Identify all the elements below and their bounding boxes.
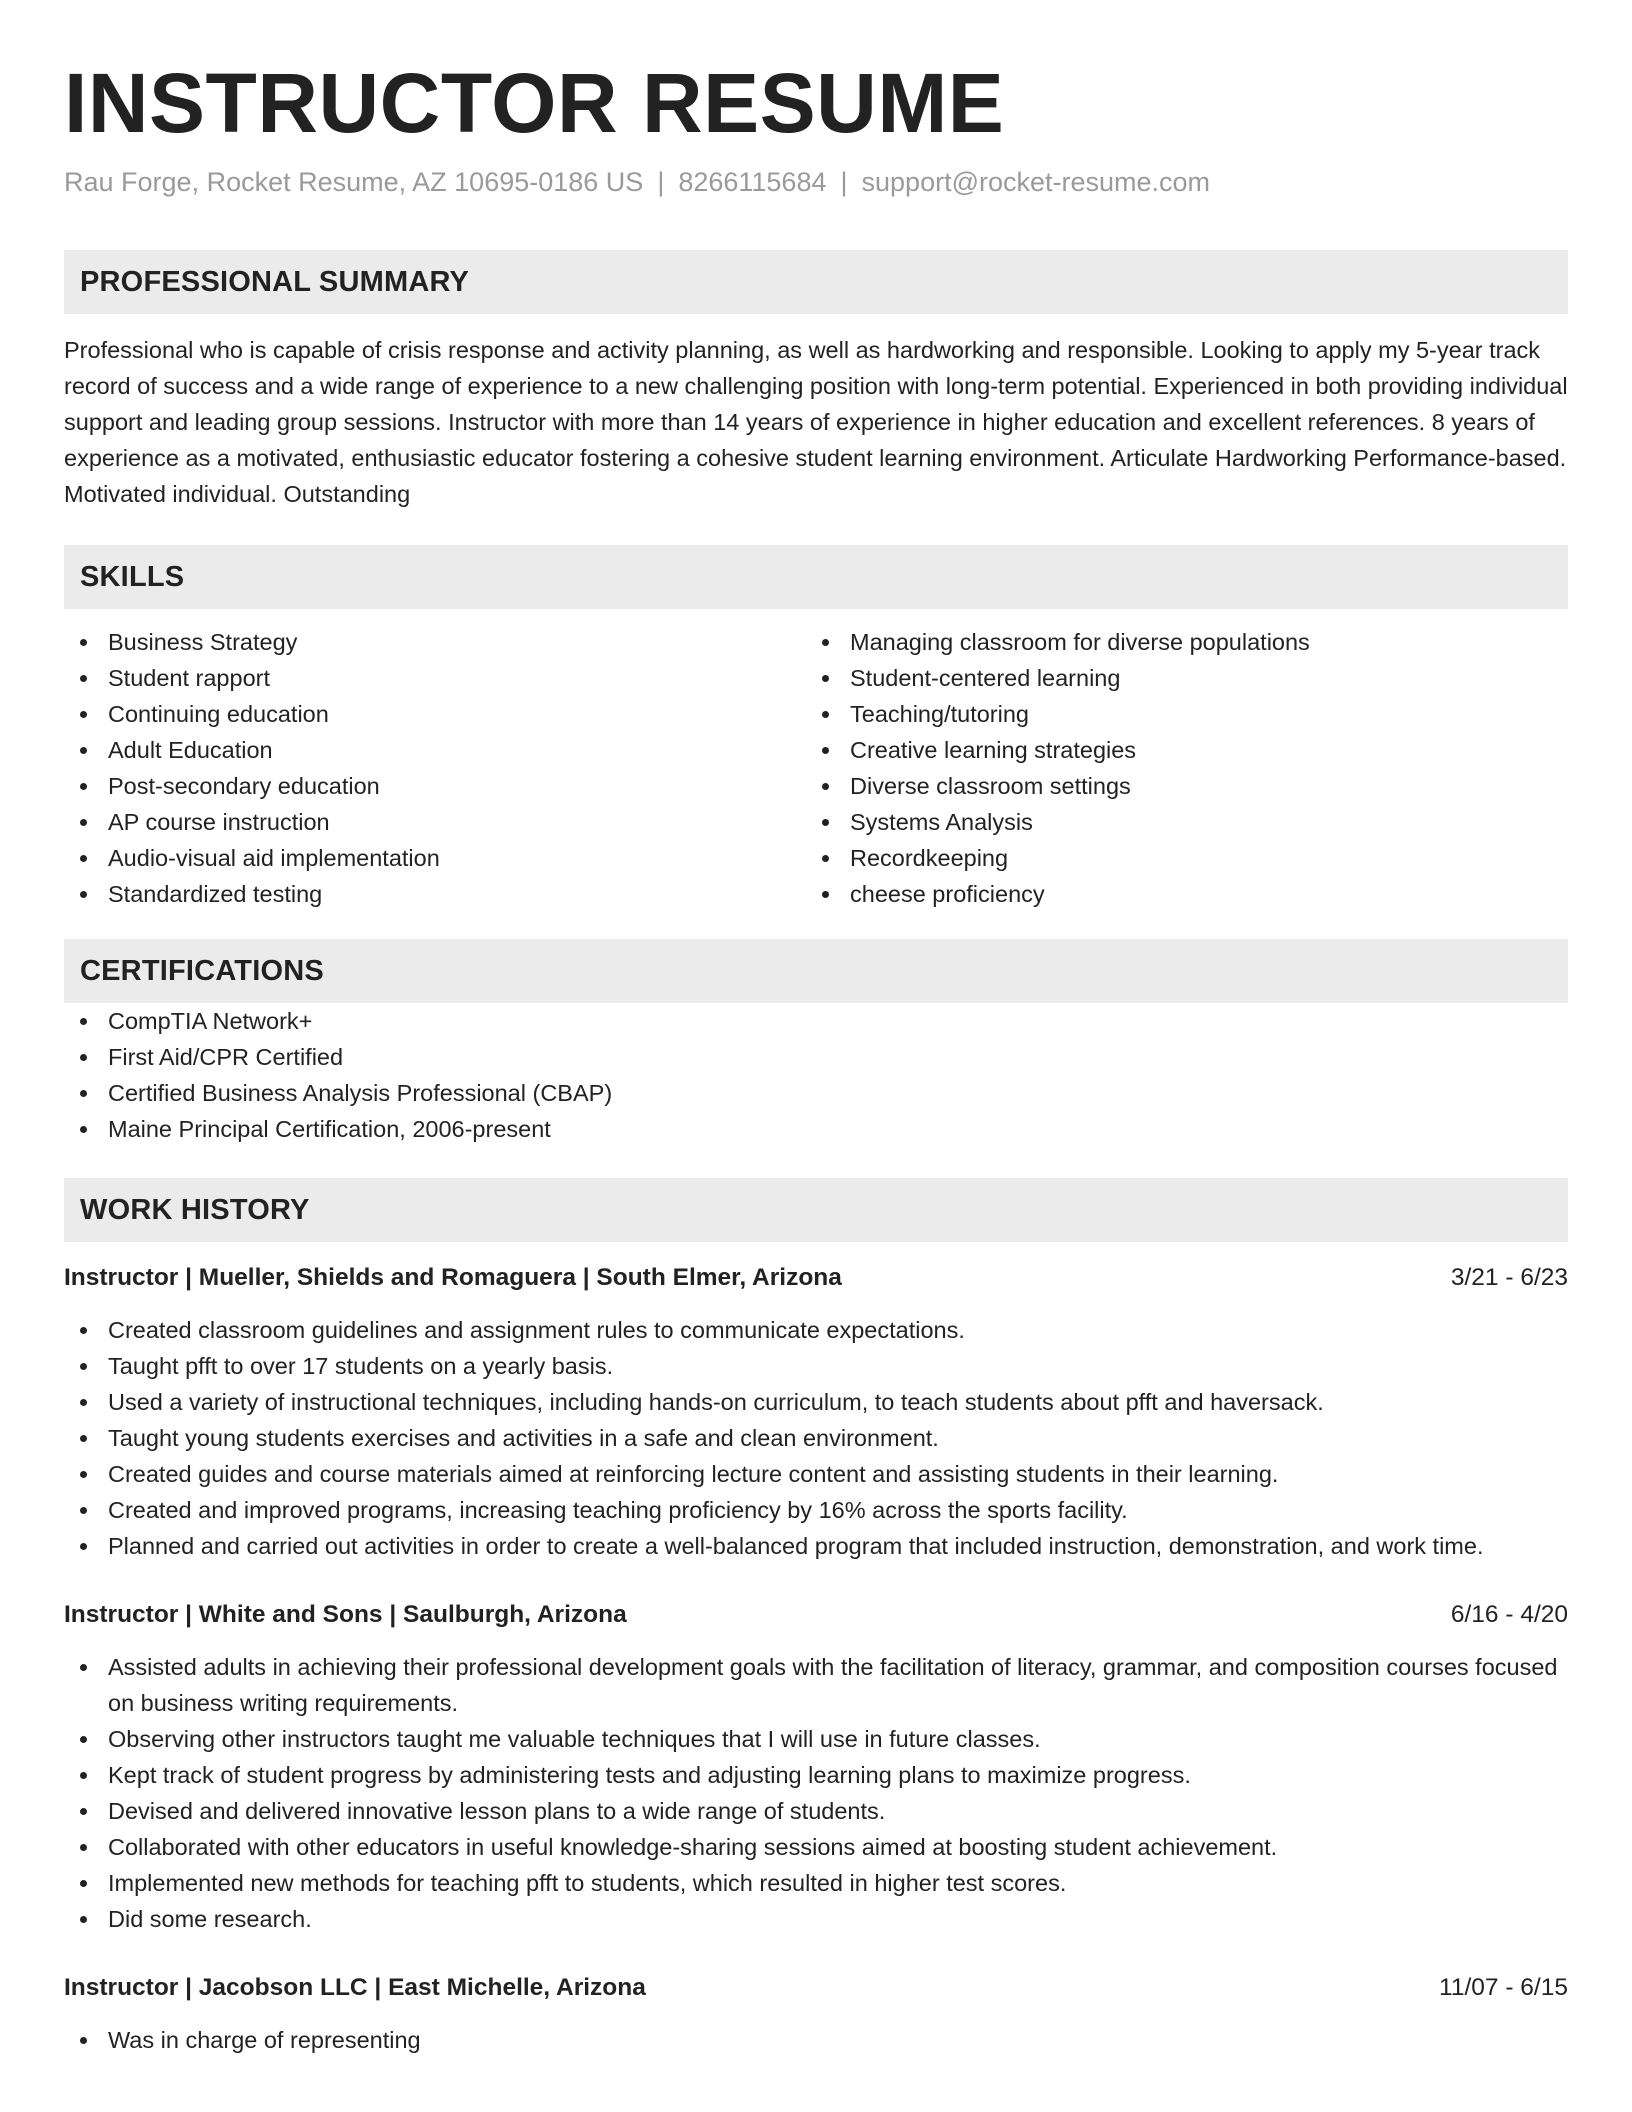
job-bullet: Was in charge of representing: [64, 2022, 1568, 2058]
job-bullet: Observing other instructors taught me valuable techniques that I will use in future classes.: [64, 1721, 1568, 1757]
skill-item: Recordkeeping: [806, 840, 1548, 876]
certification-item: CompTIA Network+: [64, 1003, 1568, 1039]
skill-item: cheese proficiency: [806, 876, 1548, 912]
work-history-heading: WORK HISTORY: [64, 1178, 1568, 1242]
skills-list-left: [64, 624, 806, 912]
certifications-heading: CERTIFICATIONS: [64, 939, 1568, 1003]
resume-title: INSTRUCTOR RESUME: [64, 56, 1005, 150]
work-history-list: [64, 1260, 1568, 2058]
job-dates: 11/07 - 6/15: [1439, 1974, 1568, 2001]
summary-text: Professional who is capable of crisis response and activity planning, as well as hardworking and responsible. Looking to apply my 5-year track record of success and a wide range of experience to a new challenging position with long-term potential. Experienced in both providing individual support and leading group sessions. Instructor with more than 14 years of experience in higher education and excellent references. 8 years of experience as a motivated, enthusiastic educator fostering a cohesive student learning environment. Articulate Hardworking Performance-based. Motivated individual. Outstanding: [64, 337, 1568, 507]
skills-grid: [64, 624, 1568, 912]
skills-column-right: [806, 624, 1548, 912]
job-bullet: Taught pfft to over 17 students on a yearly basis.: [64, 1348, 1568, 1384]
contact-address: Rau Forge, Rocket Resume, AZ 10695-0186 US: [64, 167, 644, 197]
job-entry: [64, 1260, 1568, 1564]
skill-item: Standardized testing: [64, 876, 806, 912]
job-bullet: Planned and carried out activities in order to create a well-balanced program that included instruction, demonstration, and work time.: [64, 1528, 1568, 1564]
job-bullet: Created classroom guidelines and assignment rules to communicate expectations.: [64, 1312, 1568, 1348]
contact-email[interactable]: support@rocket-resume.com: [861, 167, 1211, 197]
skill-item: Creative learning strategies: [806, 732, 1548, 768]
contact-line: [64, 165, 1568, 199]
job-bullet: Used a variety of instructional techniques, including hands-on curriculum, to teach students about pfft and haversack.: [64, 1384, 1568, 1420]
skill-item: Teaching/tutoring: [806, 696, 1548, 732]
skill-item: Continuing education: [64, 696, 806, 732]
summary-heading: PROFESSIONAL SUMMARY: [64, 250, 1568, 314]
job-bullet: Taught young students exercises and activities in a safe and clean environment.: [64, 1420, 1568, 1456]
job-bullet: Created and improved programs, increasing teaching proficiency by 16% across the sports facility.: [64, 1492, 1568, 1528]
skills-list-right: [806, 624, 1548, 912]
contact-separator: |: [657, 167, 665, 197]
skill-item: Adult Education: [64, 732, 806, 768]
skill-item: AP course instruction: [64, 804, 806, 840]
job-title: Instructor | White and Sons | Saulburgh, Arizona: [64, 1601, 627, 1628]
skill-item: Student-centered learning: [806, 660, 1548, 696]
job-entry: [64, 1597, 1568, 1937]
skill-item: Systems Analysis: [806, 804, 1548, 840]
job-bullet: Collaborated with other educators in useful knowledge-sharing sessions aimed at boosting student achievement.: [64, 1829, 1568, 1865]
job-bullets: [64, 1312, 1568, 1564]
certification-item: First Aid/CPR Certified: [64, 1039, 1568, 1075]
job-header: [64, 1260, 1568, 1296]
skills-heading: SKILLS: [64, 545, 1568, 609]
job-title: Instructor | Jacobson LLC | East Michelle, Arizona: [64, 1974, 646, 2001]
job-dates: 3/21 - 6/23: [1450, 1264, 1568, 1291]
skill-item: Business Strategy: [64, 624, 806, 660]
job-bullets: [64, 2022, 1568, 2058]
job-bullet: Assisted adults in achieving their professional development goals with the facilitation of literacy, grammar, and composition courses focused on business writing requirements.: [64, 1649, 1568, 1721]
job-bullet: Kept track of student progress by administering tests and adjusting learning plans to maximize progress.: [64, 1757, 1568, 1793]
job-entry: [64, 1970, 1568, 2058]
job-header: [64, 1970, 1568, 2006]
skill-item: Audio-visual aid implementation: [64, 840, 806, 876]
job-title: Instructor | Mueller, Shields and Romaguera | South Elmer, Arizona: [64, 1264, 842, 1291]
contact-separator: |: [840, 167, 848, 197]
skill-item: Managing classroom for diverse populations: [806, 624, 1548, 660]
skill-item: Student rapport: [64, 660, 806, 696]
skill-item: Post-secondary education: [64, 768, 806, 804]
certifications-list: [64, 1003, 1568, 1147]
job-header: [64, 1597, 1568, 1633]
job-bullet: Did some research.: [64, 1901, 1568, 1937]
skills-column-left: [64, 624, 806, 912]
job-bullets: [64, 1649, 1568, 1937]
certification-item: Maine Principal Certification, 2006-present: [64, 1111, 1568, 1147]
job-bullet: Created guides and course materials aimed at reinforcing lecture content and assisting students in their learning.: [64, 1456, 1568, 1492]
contact-phone: 8266115684: [678, 167, 827, 197]
job-dates: 6/16 - 4/20: [1450, 1601, 1568, 1628]
job-bullet: Devised and delivered innovative lesson plans to a wide range of students.: [64, 1793, 1568, 1829]
skill-item: Diverse classroom settings: [806, 768, 1548, 804]
job-bullet: Implemented new methods for teaching pfft to students, which resulted in higher test scores.: [64, 1865, 1568, 1901]
certification-item: Certified Business Analysis Professional (CBAP): [64, 1075, 1568, 1111]
